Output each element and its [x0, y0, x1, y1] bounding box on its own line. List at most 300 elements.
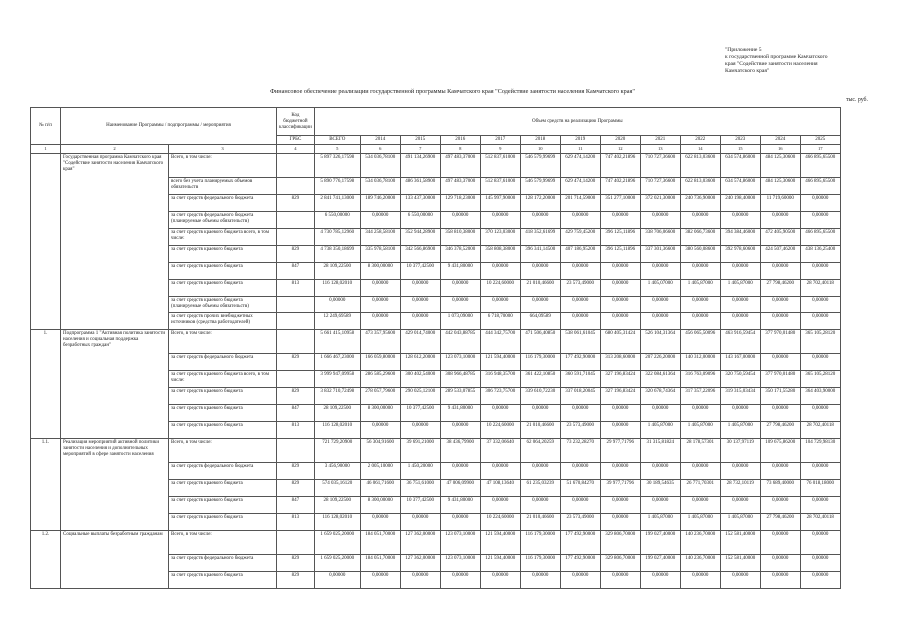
year-value-cell: 199 027,40000	[640, 555, 680, 572]
year-value-cell: 526 104,31364	[640, 330, 680, 354]
year-value-cell: 152 581,40000	[720, 531, 760, 555]
year-value-cell: 418 352,61699	[520, 229, 560, 246]
funding-source: Всего, в том числе:	[169, 154, 277, 178]
year-value-cell: 346 378,52000	[440, 246, 480, 263]
year-value-cell: 21 010,46600	[520, 422, 560, 439]
year-value-cell: 30 189,54635	[640, 480, 680, 497]
funding-source: за счет средств краевого бюджета	[169, 422, 277, 439]
year-value-cell: 486 361,58900	[400, 178, 440, 195]
year-value-cell: 0,00000	[600, 280, 640, 297]
year-value-cell: 0,00000	[400, 280, 440, 297]
year-value-cell: 0,00000	[440, 514, 480, 531]
year-value-cell: 23 573,49000	[560, 422, 600, 439]
year-value-cell: 0,00000	[600, 212, 640, 229]
index-cell: 8	[440, 145, 480, 154]
year-value-cell: 0,00000	[800, 195, 840, 212]
year-value-cell: 8 300,00000	[360, 405, 400, 422]
year-value-cell: 0,00000	[640, 263, 680, 280]
year-value-cell: 344 258,58100	[360, 229, 400, 246]
year-value-cell: 207 226,20000	[640, 354, 680, 371]
grbs-code	[277, 154, 315, 178]
year-value-cell: 47 006,09900	[440, 480, 480, 497]
header-num: № п/п	[31, 108, 61, 145]
year-value-cell: 0,00000	[680, 497, 720, 514]
year-value-cell: 629 474,14200	[560, 178, 600, 195]
year-value-cell: 512 837,61000	[480, 154, 520, 178]
year-value-cell: 0,00000	[560, 405, 600, 422]
year-value-cell: 23 573,49000	[560, 514, 600, 531]
total-cell: 721 729,20900	[314, 439, 360, 463]
header-total: ВСЕГО	[314, 136, 360, 145]
year-value-cell: 491 134,26900	[400, 154, 440, 178]
year-value-cell: 0,00000	[360, 297, 400, 313]
year-value-cell: 28 702,40118	[800, 280, 840, 297]
year-value-cell: 240 736,90000	[680, 195, 720, 212]
year-value-cell: 380 560,08600	[680, 246, 720, 263]
header-code: Код бюджетной классификации	[277, 108, 315, 136]
year-value-cell: 466 895,65500	[800, 229, 840, 246]
year-value-cell: 278 057,79600	[360, 388, 400, 405]
total-cell: 3 832 710,72498	[314, 388, 360, 405]
year-value-cell: 429 014,74000	[400, 330, 440, 354]
grbs-code	[277, 330, 315, 354]
funding-source: Всего, в том числе:	[169, 531, 277, 555]
year-value-cell: 0,00000	[760, 405, 800, 422]
year-value-cell: 51 670,84270	[560, 480, 600, 497]
year-value-cell: 0,00000	[360, 422, 400, 439]
year-value-cell: 0,00000	[760, 555, 800, 572]
year-value-cell: 10 377,42500	[400, 405, 440, 422]
year-value-cell: 26 771,70301	[680, 480, 720, 497]
funding-source: за счет средств краевого бюджета	[169, 280, 277, 297]
year-value-cell: 534 036,78100	[360, 178, 400, 195]
row-number: 1.1.	[31, 439, 61, 531]
year-value-cell: 6 718,70000	[480, 313, 520, 330]
year-value-cell: 0,00000	[520, 297, 560, 313]
year-value-cell: 201 714,59000	[560, 195, 600, 212]
year-value-cell: 39 691,21000	[400, 439, 440, 463]
year-value-cell: 0,00000	[600, 572, 640, 589]
grbs-code	[277, 371, 315, 388]
grbs-code	[277, 178, 315, 195]
year-value-cell: 319 315,03434	[720, 388, 760, 405]
year-value-cell: 166 059,80000	[360, 354, 400, 371]
year-value-cell: 28 702,40118	[800, 514, 840, 531]
year-value-cell: 140 236,70000	[680, 531, 720, 555]
funding-source: за счет средств федерального бюджета	[169, 354, 277, 371]
year-value-cell: 289 533,07855	[440, 388, 480, 405]
grbs-code: 813	[277, 514, 315, 531]
year-value-cell: 0,00000	[800, 297, 840, 313]
year-value-cell: 377 970,01480	[760, 371, 800, 388]
year-value-cell: 0,00000	[600, 463, 640, 480]
year-value-cell: 0,00000	[720, 313, 760, 330]
year-value-cell: 664,09589	[520, 313, 560, 330]
header-name: Наименование Программы / подпрограммы / мероприятия	[61, 108, 277, 145]
total-cell: 4 730 785,12960	[314, 229, 360, 246]
year-value-cell: 0,00000	[600, 313, 640, 330]
year-value-cell: 497 483,37000	[440, 154, 480, 178]
total-cell: 0,00000	[314, 297, 360, 313]
year-value-cell: 0,00000	[760, 297, 800, 313]
year-value-cell: 73 689,40000	[760, 480, 800, 497]
year-value-cell: 0,00000	[760, 212, 800, 229]
total-cell: 3 999 947,09958	[314, 371, 360, 388]
year-value-cell: 39 977,71796	[600, 480, 640, 497]
header-year: 2018	[520, 136, 560, 145]
year-value-cell: 0,00000	[480, 497, 520, 514]
year-value-cell: 2 005,10000	[360, 463, 400, 480]
grbs-code	[277, 212, 315, 229]
year-value-cell: 116 179,30000	[520, 531, 560, 555]
header-year: 2023	[720, 136, 760, 145]
index-cell: 13	[640, 145, 680, 154]
total-cell: 116 128,02010	[314, 280, 360, 297]
year-value-cell: 199 027,40000	[640, 531, 680, 555]
year-value-cell: 0,00000	[520, 263, 560, 280]
year-value-cell: 320 750,59454	[720, 371, 760, 388]
year-value-cell: 0,00000	[720, 405, 760, 422]
year-value-cell: 76 018,18000	[800, 480, 840, 497]
year-value-cell: 0,00000	[640, 297, 680, 313]
year-value-cell: 127 362,00000	[400, 555, 440, 572]
year-value-cell: 382 066,73600	[680, 229, 720, 246]
year-value-cell: 329 806,70000	[600, 555, 640, 572]
year-value-cell: 0,00000	[600, 514, 640, 531]
funding-source: за счет средств краевого бюджета	[169, 572, 277, 589]
year-value-cell: 747 402,21896	[600, 154, 640, 178]
year-value-cell: 0,00000	[440, 463, 480, 480]
year-value-cell: 10 224,60000	[480, 422, 520, 439]
year-value-cell: 47 108,13640	[480, 480, 520, 497]
index-cell: 4	[277, 145, 315, 154]
year-value-cell: 27 798,46200	[760, 280, 800, 297]
year-value-cell: 23 573,49000	[560, 280, 600, 297]
header-year: 2019	[560, 136, 600, 145]
grbs-code: 829	[277, 555, 315, 572]
grbs-code: 829	[277, 480, 315, 497]
index-cell: 2	[61, 145, 169, 154]
program-name: Подпрограмма 1 "Активная политика занятости населения и социальная поддержка безработных граждан"	[61, 330, 169, 439]
year-value-cell: 8 300,00000	[360, 497, 400, 514]
grbs-code	[277, 439, 315, 463]
year-value-cell: 377 970,01480	[760, 330, 800, 354]
total-cell: 5 897 326,17598	[314, 154, 360, 178]
year-value-cell: 28 732,10119	[720, 480, 760, 497]
year-value-cell: 0,00000	[640, 463, 680, 480]
year-value-cell: 286 585,29600	[360, 371, 400, 388]
total-cell: 116 128,02010	[314, 422, 360, 439]
year-value-cell: 0,00000	[560, 212, 600, 229]
year-value-cell: 1 405,87000	[720, 422, 760, 439]
year-value-cell: 10 377,42500	[400, 497, 440, 514]
year-value-cell: 0,00000	[800, 572, 840, 589]
year-value-cell: 127 362,00000	[400, 531, 440, 555]
year-value-cell: 327 196,83424	[600, 371, 640, 388]
year-value-cell: 0,00000	[600, 405, 640, 422]
year-value-cell: 0,00000	[560, 463, 600, 480]
year-value-cell: 484 125,30600	[760, 154, 800, 178]
year-value-cell: 396 341,14500	[520, 246, 560, 263]
year-value-cell: 0,00000	[520, 212, 560, 229]
year-value-cell: 0,00000	[680, 572, 720, 589]
table-row	[31, 531, 841, 555]
total-cell: 12 249,69589	[314, 313, 360, 330]
year-value-cell: 327 196,83424	[600, 388, 640, 405]
funding-source: Всего, в том числе:	[169, 439, 277, 463]
year-value-cell: 177 492,90000	[560, 531, 600, 555]
year-value-cell: 338 706,06600	[640, 229, 680, 246]
header-year: 2014	[360, 136, 400, 145]
index-cell: 11	[560, 145, 600, 154]
year-value-cell: 0,00000	[720, 463, 760, 480]
year-value-cell: 0,00000	[480, 297, 520, 313]
year-value-cell: 290 025,12100	[400, 388, 440, 405]
year-value-cell: 0,00000	[400, 422, 440, 439]
finance-table	[30, 107, 841, 589]
year-value-cell: 1 405,87000	[720, 280, 760, 297]
total-cell: 5 661 415,10958	[314, 330, 360, 354]
year-value-cell: 0,00000	[440, 572, 480, 589]
year-value-cell: 21 010,46600	[520, 514, 560, 531]
funding-source: за счет средств краевого бюджета	[169, 388, 277, 405]
appendix-note	[725, 47, 875, 75]
header-grbs: ГРБС	[277, 136, 315, 145]
appendix-line: края "Содействие занятости населения	[725, 61, 818, 67]
year-value-cell: 0,00000	[480, 263, 520, 280]
program-name: Государственная программа Камчатского края "Содействие занятости населения Камчатского края"	[61, 154, 169, 330]
year-value-cell: 747 402,21896	[600, 178, 640, 195]
funding-source: за счет средств краевого бюджета	[169, 497, 277, 514]
funding-source: за счет средств краевого бюджета (планируемые объемы обязательств)	[169, 297, 277, 313]
year-value-cell: 123 073,10000	[440, 354, 480, 371]
year-value-cell: 0,00000	[720, 212, 760, 229]
total-cell: 28 109,22500	[314, 263, 360, 280]
year-value-cell: 30 137,97119	[720, 439, 760, 463]
table-row	[31, 330, 841, 354]
grbs-code	[277, 531, 315, 555]
year-value-cell: 184 051,70000	[360, 531, 400, 555]
year-value-cell: 0,00000	[720, 572, 760, 589]
table-row	[31, 439, 841, 463]
year-value-cell: 0,00000	[520, 463, 560, 480]
year-value-cell: 320 678,74364	[640, 388, 680, 405]
year-value-cell: 0,00000	[400, 313, 440, 330]
year-value-cell: 313 208,60000	[600, 354, 640, 371]
year-value-cell: 360 591,71045	[560, 371, 600, 388]
grbs-code: 813	[277, 280, 315, 297]
year-value-cell: 27 798,46200	[760, 514, 800, 531]
year-value-cell: 466 895,65500	[800, 154, 840, 178]
index-cell: 5	[314, 145, 360, 154]
year-value-cell: 177 492,90000	[560, 555, 600, 572]
year-value-cell: 0,00000	[760, 313, 800, 330]
year-value-cell: 0,00000	[440, 212, 480, 229]
row-number: 1.	[31, 330, 61, 439]
funding-source: за счет средств краевого бюджета	[169, 405, 277, 422]
year-value-cell: 0,00000	[800, 531, 840, 555]
header-year: 2022	[680, 136, 720, 145]
year-value-cell: 358 810,38000	[440, 229, 480, 246]
year-value-cell: 316 948,35700	[480, 371, 520, 388]
year-value-cell: 429 759,45200	[560, 229, 600, 246]
year-value-cell: 0,00000	[520, 572, 560, 589]
year-value-cell: 317 357,22096	[680, 388, 720, 405]
year-value-cell: 339 610,72230	[520, 388, 560, 405]
grbs-code: 829	[277, 354, 315, 371]
year-value-cell: 0,00000	[800, 405, 840, 422]
year-value-cell: 351 277,10000	[600, 195, 640, 212]
year-value-cell: 358 808,38000	[480, 246, 520, 263]
year-value-cell: 442 043,88785	[440, 330, 480, 354]
year-value-cell: 0,00000	[560, 297, 600, 313]
funding-source: Всего, в том числе:	[169, 330, 277, 354]
header-year: 2016	[440, 136, 480, 145]
funding-source: всего без учета планируемых объемов обязательств	[169, 178, 277, 195]
year-value-cell: 0,00000	[800, 212, 840, 229]
total-cell: 574 035,16120	[314, 480, 360, 497]
year-value-cell: 0,00000	[360, 572, 400, 589]
year-value-cell: 1 405,07000	[640, 280, 680, 297]
year-value-cell: 116 179,30000	[520, 555, 560, 572]
year-value-cell: 73 232,28270	[560, 439, 600, 463]
year-value-cell: 0,00000	[600, 263, 640, 280]
year-value-cell: 372 021,30000	[640, 195, 680, 212]
year-value-cell: 497 483,37000	[440, 178, 480, 195]
year-value-cell: 0,00000	[360, 280, 400, 297]
year-value-cell: 0,00000	[800, 354, 840, 371]
year-value-cell: 0,00000	[680, 313, 720, 330]
year-value-cell: 109 675,86200	[760, 439, 800, 463]
year-value-cell: 710 727,36600	[640, 154, 680, 178]
total-cell: 28 109,22500	[314, 497, 360, 514]
year-value-cell: 0,00000	[640, 497, 680, 514]
year-value-cell: 104 729,98130	[800, 439, 840, 463]
year-value-cell: 0,00000	[600, 422, 640, 439]
funding-source: за счет средств краевого бюджета всего, в том числе:	[169, 371, 277, 388]
grbs-code: 847	[277, 497, 315, 514]
year-value-cell: 6 550,00000	[400, 212, 440, 229]
year-value-cell: 0,00000	[800, 263, 840, 280]
grbs-code: 829	[277, 195, 315, 212]
year-value-cell: 456 065,50096	[680, 330, 720, 354]
year-value-cell: 184 051,70000	[360, 555, 400, 572]
year-value-cell: 128 172,20000	[520, 195, 560, 212]
year-value-cell: 0,00000	[560, 497, 600, 514]
year-value-cell: 337 018,20045	[560, 388, 600, 405]
year-value-cell: 0,00000	[440, 280, 480, 297]
funding-source: за счет средств краевого бюджета всего, в том числе:	[169, 229, 277, 246]
year-value-cell: 1 405,87000	[720, 514, 760, 531]
year-value-cell: 512 837,61000	[480, 178, 520, 195]
year-value-cell: 1 405,87000	[680, 280, 720, 297]
year-value-cell: 1 405,87000	[640, 514, 680, 531]
year-value-cell: 0,00000	[640, 405, 680, 422]
year-value-cell: 10 377,42500	[400, 263, 440, 280]
year-value-cell: 329 806,70000	[600, 531, 640, 555]
year-value-cell: 444 342,75700	[480, 330, 520, 354]
header-year: 2015	[400, 136, 440, 145]
year-value-cell: 140 312,00000	[680, 354, 720, 371]
funding-source: за счет средств федерального бюджета	[169, 195, 277, 212]
year-value-cell: 28 702,40118	[800, 422, 840, 439]
year-value-cell: 538 061,61045	[560, 330, 600, 354]
year-value-cell: 350 171,55280	[760, 388, 800, 405]
year-value-cell: 484 125,30600	[760, 178, 800, 195]
year-value-cell: 0,00000	[560, 572, 600, 589]
grbs-code	[277, 313, 315, 330]
index-cell: 17	[800, 145, 840, 154]
year-value-cell: 352 944,28900	[400, 229, 440, 246]
year-value-cell: 634 574,86000	[720, 178, 760, 195]
year-value-cell: 0,00000	[680, 297, 720, 313]
total-cell: 1 666 467,23000	[314, 354, 360, 371]
grbs-code: 829	[277, 388, 315, 405]
year-value-cell: 0,00000	[560, 313, 600, 330]
year-value-cell: 634 574,86000	[720, 154, 760, 178]
grbs-code	[277, 297, 315, 313]
grbs-code	[277, 229, 315, 246]
year-value-cell: 128 612,20000	[400, 354, 440, 371]
year-value-cell: 407 186,95200	[560, 246, 600, 263]
year-value-cell: 56 304,91600	[360, 439, 400, 463]
year-value-cell: 306 723,75700	[480, 388, 520, 405]
year-value-cell: 335 978,58100	[360, 246, 400, 263]
index-cell: 3	[169, 145, 277, 154]
year-value-cell: 1 450,20000	[400, 463, 440, 480]
year-value-cell: 189 746,20000	[360, 195, 400, 212]
year-value-cell: 145 997,90000	[480, 195, 520, 212]
year-value-cell: 0,00000	[400, 297, 440, 313]
funding-source: за счет средств краевого бюджета	[169, 514, 277, 531]
year-value-cell: 0,00000	[520, 497, 560, 514]
year-value-cell: 0,00000	[760, 263, 800, 280]
year-value-cell: 546 579,99699	[520, 154, 560, 178]
index-cell: 12	[600, 145, 640, 154]
program-name: Реализация мероприятий активной политики занятости населения и дополнительных мероприятий в сфере занятости населения	[61, 439, 169, 531]
year-value-cell: 534 036,78100	[360, 154, 400, 178]
year-value-cell: 1 073,09000	[440, 313, 480, 330]
year-value-cell: 396 125,11896	[600, 229, 640, 246]
year-value-cell: 365 105,28120	[800, 371, 840, 388]
year-value-cell: 143 167,00000	[720, 354, 760, 371]
year-value-cell: 0,00000	[800, 555, 840, 572]
year-value-cell: 370 123,03000	[480, 229, 520, 246]
year-value-cell: 365 105,28120	[800, 330, 840, 354]
funding-source: за счет средств федерального бюджета	[169, 463, 277, 480]
grbs-code: 813	[277, 422, 315, 439]
year-value-cell: 152 581,40000	[720, 555, 760, 572]
year-value-cell: 710 727,36600	[640, 178, 680, 195]
year-value-cell: 0,00000	[680, 263, 720, 280]
year-value-cell: 546 579,99699	[520, 178, 560, 195]
index-cell: 6	[360, 145, 400, 154]
index-cell: 7	[400, 145, 440, 154]
funding-source: за счет средств краевого бюджета	[169, 480, 277, 497]
year-value-cell: 0,00000	[440, 422, 480, 439]
year-value-cell: 316 763,09096	[680, 371, 720, 388]
year-value-cell: 0,00000	[800, 463, 840, 480]
year-value-cell: 394 384,46000	[720, 229, 760, 246]
index-cell: 1	[31, 145, 61, 154]
appendix-line: к государственной программе Камчатского	[725, 54, 828, 60]
year-value-cell: 0,00000	[680, 463, 720, 480]
year-value-cell: 0,00000	[640, 313, 680, 330]
year-value-cell: 0,00000	[600, 297, 640, 313]
total-cell: 5 890 776,17598	[314, 178, 360, 195]
year-value-cell: 0,00000	[680, 212, 720, 229]
year-value-cell: 0,00000	[480, 463, 520, 480]
